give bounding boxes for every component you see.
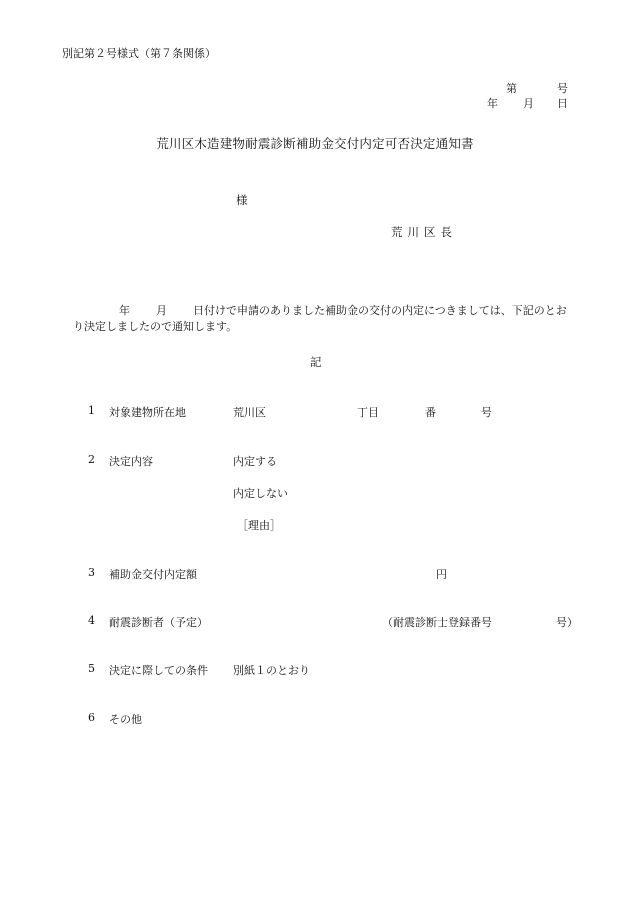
decision-reason-label: ［理由］	[237, 519, 281, 532]
body-year: 年	[119, 304, 130, 317]
item-number: 4	[88, 614, 95, 627]
item-other	[0, 711, 630, 725]
item-amount	[0, 566, 630, 580]
item-number: 1	[88, 404, 95, 417]
date-year: 年	[487, 97, 498, 110]
chome-label: 丁目	[357, 406, 379, 419]
number-prefix: 第	[506, 82, 517, 95]
decision-option-reject: 内定しない	[233, 487, 288, 500]
conditions-value: 別紙１のとおり	[233, 664, 310, 677]
body-paragraph	[73, 303, 573, 335]
body-month: 月	[156, 304, 167, 317]
ward-name: 荒川区	[233, 406, 266, 419]
number-suffix: 号	[557, 82, 568, 95]
item-location	[0, 404, 630, 418]
registration-number-label: （耐震診断士登録番号	[382, 616, 492, 629]
item-number: 3	[88, 566, 95, 579]
item-inspector	[0, 614, 630, 628]
date-month: 月	[523, 97, 534, 110]
body-text: 日付けで申請のありました補助金の交付の内定につきましては、下記のとおり決定しましたので通知します。	[73, 304, 567, 333]
item-label: 決定内容	[109, 455, 153, 468]
date-day: 日	[557, 97, 568, 110]
item-number: 6	[88, 711, 95, 724]
decision-option-approve: 内定する	[233, 455, 277, 468]
item-label: 対象建物所在地	[109, 406, 186, 419]
item-label: 補助金交付内定額	[109, 568, 197, 581]
item-decision	[0, 453, 630, 533]
issuer: 荒川区長	[391, 225, 457, 239]
ban-label: 番	[425, 406, 436, 419]
document-title: 荒川区木造建物耐震診断補助金交付内定可否決定通知書	[156, 136, 474, 151]
item-label: 決定に際しての条件	[109, 664, 208, 677]
addressee-suffix: 様	[236, 193, 248, 207]
item-number: 5	[88, 662, 95, 675]
item-number: 2	[88, 453, 95, 466]
form-label: 別記第２号様式（第７条関係）	[62, 47, 216, 60]
item-label: その他	[109, 713, 142, 726]
amount-unit: 円	[436, 568, 447, 581]
ki-heading: 記	[310, 355, 322, 369]
go-label: 号	[481, 406, 492, 419]
item-label: 耐震診断者（予定）	[109, 616, 208, 629]
item-conditions	[0, 662, 630, 676]
registration-number-suffix: 号）	[556, 616, 578, 629]
